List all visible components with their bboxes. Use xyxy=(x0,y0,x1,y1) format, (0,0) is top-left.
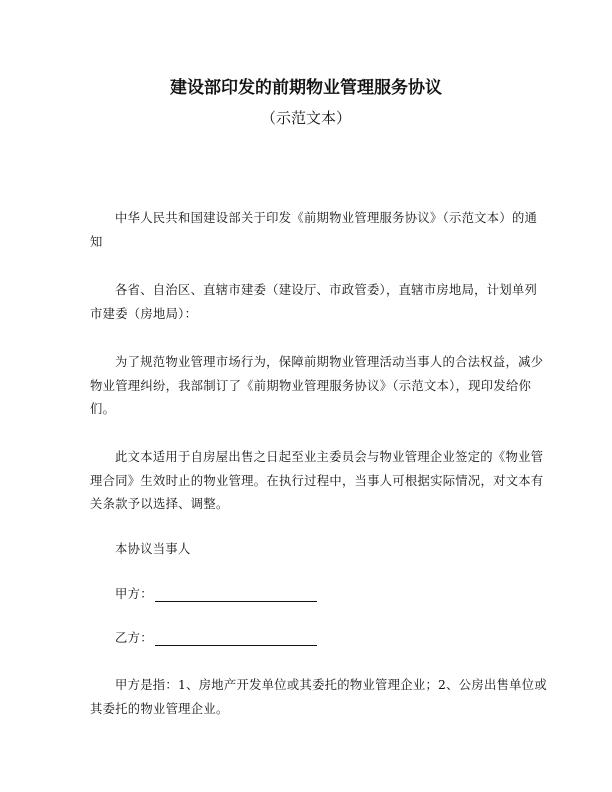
text-line: 此文本适用于自房屋出售之日起至业主委员会与物业管理企业签定的《物业管 xyxy=(115,450,544,464)
text-line: 甲方是指：1、房地产开发单位或其委托的物业管理企业；2、公房出售单位或 xyxy=(115,678,547,692)
text-line: 市建委（房地局）： xyxy=(90,307,198,321)
text-line: 其委托的物业管理企业。 xyxy=(90,702,229,716)
party-a-label: 甲方： xyxy=(115,587,153,601)
text-line: 为了规范物业管理市场行为，保障前期物业管理活动当事人的合法权益，减少 xyxy=(115,355,544,369)
text-line: 中华人民共和国建设部关于印发《前期物业管理服务协议》（示范文本）的通 xyxy=(115,211,538,225)
party-b-label: 乙方： xyxy=(115,631,153,645)
document-title: 建设部印发的前期物业管理服务协议 xyxy=(170,78,442,98)
party-b-blank-line xyxy=(155,633,317,646)
text-line: 关条款予以选择、调整。 xyxy=(90,497,229,511)
text-line: 们。 xyxy=(90,402,116,416)
text-line: 各省、自治区、直辖市建委（建设厅、市政管委），直辖市房地局，计划单列 xyxy=(115,283,538,297)
text-line: 理合同》生效时止的物业管理。在执行过程中，当事人可根据实际情况，对文本有 xyxy=(90,474,544,488)
text-line: 知 xyxy=(90,235,103,249)
party-a-field xyxy=(115,584,317,602)
text-line: 物业管理纠纷，我部制订了《前期物业管理服务协议》（示范文本），现印发给你 xyxy=(90,379,532,393)
party-a-blank-line xyxy=(155,589,317,602)
parties-heading: 本协议当事人 xyxy=(115,542,191,556)
party-b-field xyxy=(115,628,317,646)
document-subtitle: （示范文本） xyxy=(260,109,351,127)
